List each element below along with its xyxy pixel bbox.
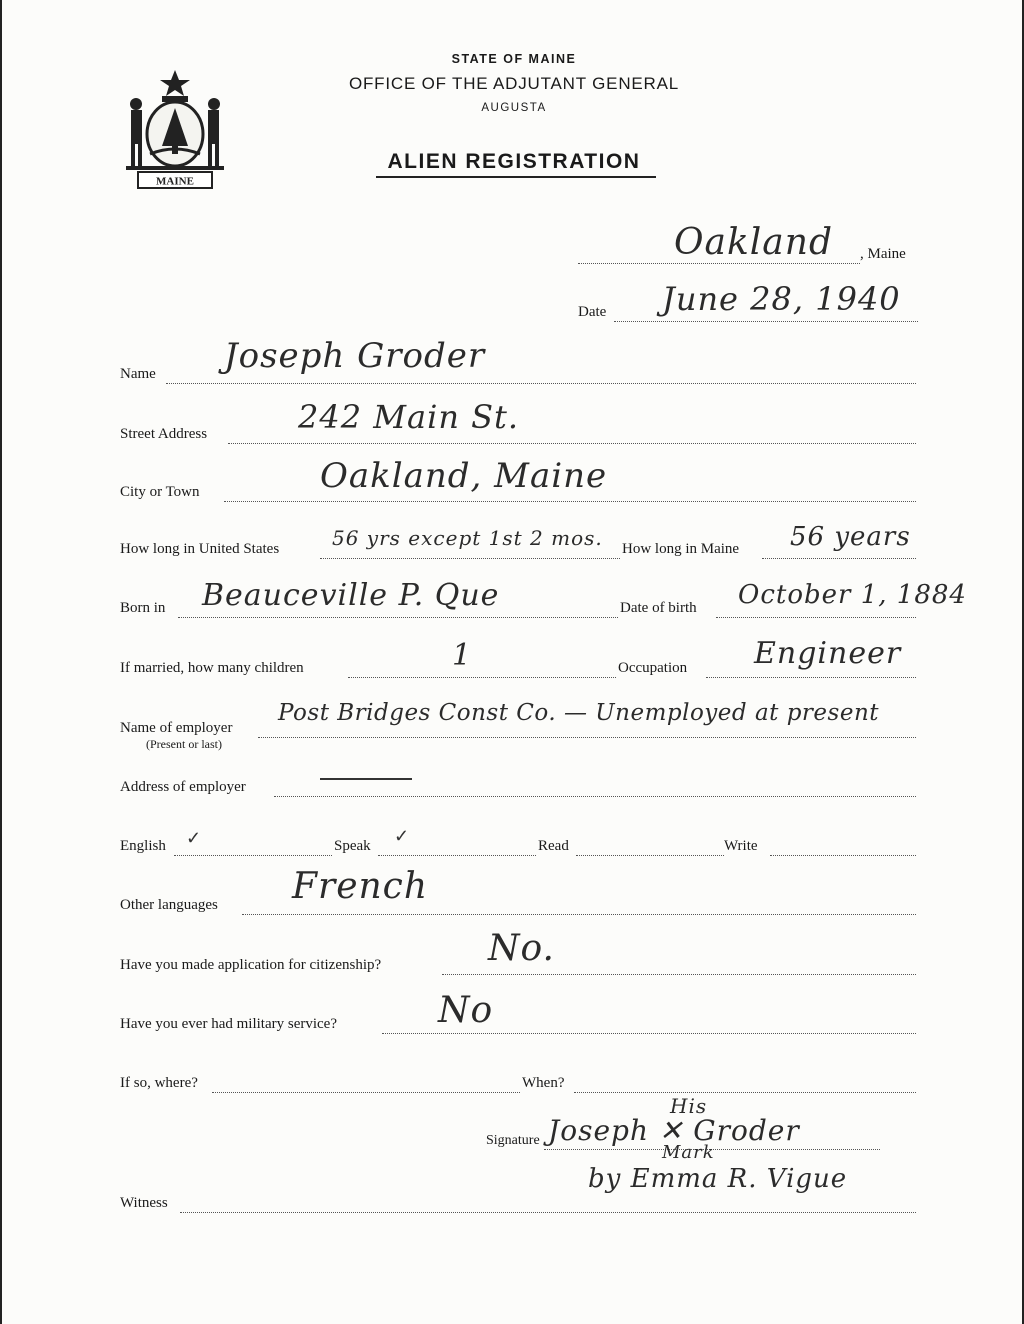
signature-name: Joseph ✕ Groder [548, 1114, 800, 1147]
state-heading: STATE OF MAINE [451, 52, 577, 66]
employer-address-dash [320, 778, 412, 780]
speak-check: ✓ [394, 826, 410, 846]
name-label: Name [120, 366, 156, 382]
how-long-us-label: How long in United States [120, 541, 280, 557]
signature-mark-text: Mark [662, 1142, 715, 1163]
employer-label: Name of employer [120, 720, 233, 736]
city-or-town-label: City or Town [120, 484, 200, 500]
citizenship-label: Have you made application for citizenship? [120, 957, 382, 973]
speak-label: Speak [334, 838, 371, 854]
occupation-label: Occupation [618, 660, 688, 676]
city-or-town-value: Oakland, Maine [320, 456, 608, 496]
how-long-maine-value: 56 years [790, 522, 911, 552]
children-value: 1 [452, 638, 473, 673]
name-value: Joseph Groder [224, 336, 486, 376]
employer-address-line [274, 796, 916, 797]
street-address-line [228, 443, 916, 444]
how-long-us-value: 56 yrs except 1st 2 mos. [332, 526, 603, 550]
citizenship-value: No. [488, 928, 555, 969]
date-of-birth-line [716, 617, 916, 618]
date-value: June 28, 1940 [662, 280, 901, 318]
office-heading: OFFICE OF THE ADJUTANT GENERAL [348, 74, 680, 93]
how-long-maine-line [762, 558, 916, 559]
name-line [166, 383, 916, 384]
date-label: Date [578, 304, 607, 320]
english-check: ✓ [186, 828, 202, 848]
maine-suffix-label: , Maine [860, 246, 906, 262]
read-label: Read [538, 838, 569, 854]
how-long-us-line [320, 558, 620, 559]
street-address-value: 242 Main St. [298, 398, 520, 436]
witness-line [180, 1212, 916, 1213]
other-languages-label: Other languages [120, 897, 218, 913]
english-line [174, 855, 332, 856]
town-value: Oakland [674, 222, 833, 263]
employer-address-label: Address of employer [120, 779, 246, 795]
read-line [576, 855, 724, 856]
signature-by-witness: by Emma R. Vigue [588, 1164, 848, 1194]
where-line [212, 1092, 520, 1093]
employer-sublabel: (Present or last) [146, 737, 222, 751]
signature-label: Signature [486, 1133, 540, 1148]
write-line [770, 855, 916, 856]
military-line [382, 1033, 916, 1034]
title-underline [376, 176, 656, 178]
occupation-line [706, 677, 916, 678]
street-address-label: Street Address [120, 426, 208, 442]
witness-label: Witness [120, 1195, 168, 1211]
when-label: When? [522, 1075, 565, 1091]
date-line [614, 321, 918, 322]
how-long-maine-label: How long in Maine [622, 541, 740, 557]
date-of-birth-label: Date of birth [620, 600, 697, 616]
employer-value: Post Bridges Const Co. — Unemployed at present [278, 700, 880, 726]
occupation-value: Engineer [754, 636, 902, 671]
english-label: English [120, 838, 166, 854]
speak-line [378, 855, 536, 856]
born-in-value: Beauceville P. Que [202, 578, 500, 613]
city-or-town-line [224, 501, 916, 502]
military-label: Have you ever had military service? [120, 1016, 337, 1032]
born-in-line [178, 617, 618, 618]
children-line [348, 677, 616, 678]
seal-banner-text: MAINE [156, 175, 194, 188]
write-label: Write [724, 838, 758, 854]
city-heading: AUGUSTA [481, 102, 547, 114]
born-in-label: Born in [120, 600, 166, 616]
where-label: If so, where? [120, 1075, 198, 1091]
date-of-birth-value: October 1, 1884 [738, 580, 967, 610]
signature-his-text: His [670, 1094, 708, 1118]
town-line [578, 263, 860, 264]
citizenship-line [442, 974, 916, 975]
other-languages-value: French [292, 866, 429, 907]
military-value: No [438, 990, 494, 1031]
form-title: ALIEN REGISTRATION [387, 150, 641, 173]
other-languages-line [242, 914, 916, 915]
children-label: If married, how many children [120, 660, 304, 676]
when-line [574, 1092, 916, 1093]
employer-line [258, 737, 916, 738]
